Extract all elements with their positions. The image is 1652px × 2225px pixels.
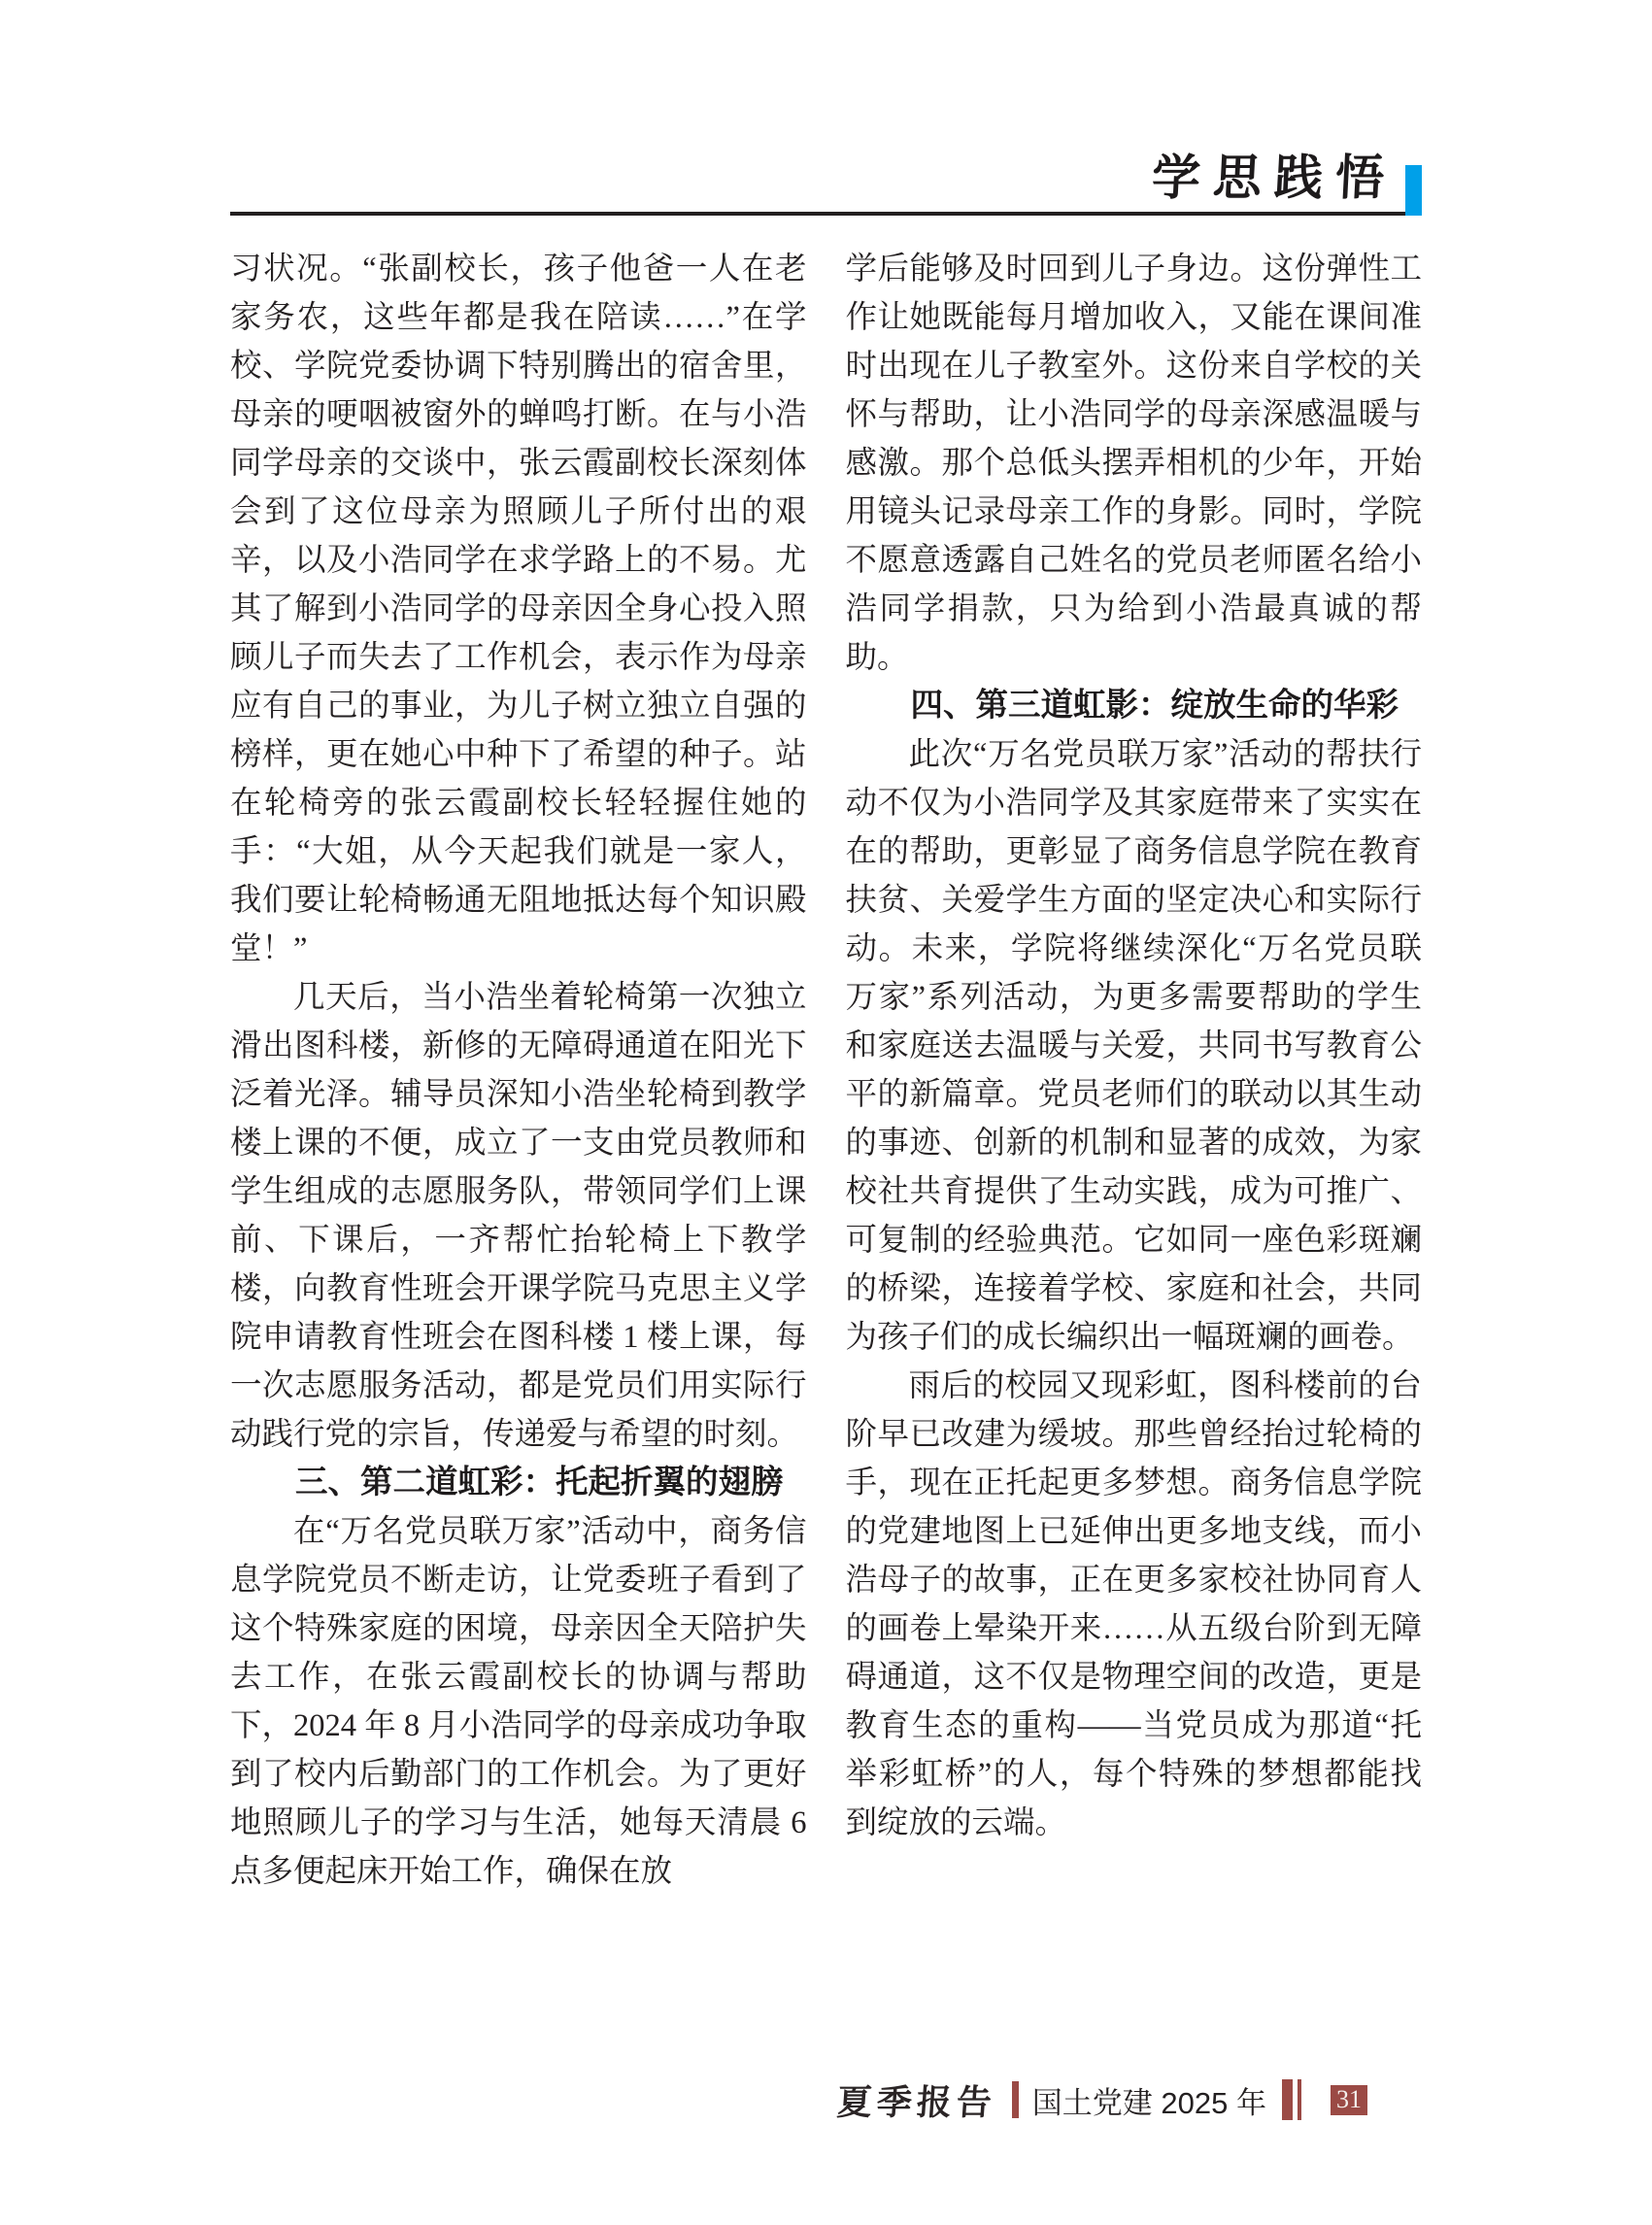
- footer-journal-label: 国土党建 2025 年: [1031, 2085, 1266, 2120]
- paragraph: 学后能够及时回到儿子身边。这份弹性工作让她既能每月增加收入，又能在课间准时出现在儿子教室外。这份来自学校的关怀与帮助，让小浩同学的母亲深感温暖与感激。那个总低头摆弄相机的少年，开始用镜头记录母亲工作的身影。同时，学院不愿意透露自己姓名的党员老师匿名给小浩同学捐款，只为给到小浩最真诚的帮助。: [845, 252, 1422, 675]
- paragraph: 在“万名党员联万家”活动中，商务信息学院党员不断走访，让党委班子看到了这个特殊家庭的困境，母亲因全天陪护失去工作，在张云霞副校长的协调与帮助下，2024 年 8 月小浩同学的母亲成功争取到了校内后勤部门的工作机会。为了更好地照顾儿子的学习与生活，她每天清晨 6 点多便起床开始工作，确保在放: [230, 1514, 807, 1889]
- section-heading-four: 四、第三道虹影：绽放生命的华彩: [910, 688, 1399, 724]
- page-number-badge: [1331, 2085, 1367, 2115]
- paragraph: 习状况。“张副校长，孩子他爸一人在老家务农，这些年都是我在陪读……”在学校、学院党委协调下特别腾出的宿舍里，母亲的哽咽被窗外的蝉鸣打断。在与小浩同学母亲的交谈中，张云霞副校长深刻体会到了这位母亲为照顾儿子所付出的艰辛，以及小浩同学在求学路上的不易。尤其了解到小浩同学的母亲因全身心投入照顾儿子而失去了工作机会，表示作为母亲应有自己的事业，为儿子树立独立自强的榜样，更在她心中种下了希望的种子。站在轮椅旁的张云霞副校长轻轻握住她的手：“大姐，从今天起我们就是一家人，我们要让轮椅畅通无阻地抵达每个知识殿堂！”: [230, 252, 807, 966]
- page-number: 31: [1336, 2085, 1362, 2113]
- footer-report-label: 夏季报告: [835, 2082, 998, 2122]
- paragraph: 此次“万名党员联万家”活动的帮扶行动不仅为小浩同学及其家庭带来了实实在在的帮助，更彰显了商务信息学院在教育扶贫、关爱学生方面的坚定决心和实际行动。未来，学院将继续深化“万名党员联万家”系列活动，为更多需要帮助的学生和家庭送去温暖与关爱，共同书写教育公平的新篇章。党员老师们的联动以其生动的事迹、创新的机制和显著的成效，为家校社共育提供了生动实践，成为可推广、可复制的经验典范。它如同一座色彩斑斓的桥梁，连接着学校、家庭和社会，共同为孩子们的成长编织出一幅斑斓的画卷。: [845, 737, 1422, 1355]
- footer-double-bar-thick: [1282, 2079, 1293, 2120]
- header-rule: [230, 212, 1422, 216]
- footer-double-bar-thin: [1298, 2079, 1301, 2120]
- section-heading-three: 三、第二道虹彩：托起折翼的翅膀: [295, 1465, 784, 1500]
- footer-double-bar: [1282, 2079, 1301, 2120]
- paragraph: 几天后，当小浩坐着轮椅第一次独立滑出图科楼，新修的无障碍通道在阳光下泛着光泽。辅导员深知小浩坐轮椅到教学楼上课的不便，成立了一支由党员教师和学生组成的志愿服务队，带领同学们上课前、下课后，一齐帮忙抬轮椅上下教学楼，向教育性班会开课学院马克思主义学院申请教育性班会在图科楼 1 楼上课，每一次志愿服务活动，都是党员们用实际行动践行党的宗旨，传递爱与希望的时刻。: [230, 980, 807, 1452]
- header-accent-bar: [1405, 165, 1422, 216]
- article-columns: [230, 245, 1422, 1896]
- column-left: [230, 245, 807, 1896]
- footer-divider-bar: [1012, 2081, 1019, 2118]
- section-title: 学思践悟: [1150, 151, 1399, 205]
- paragraph: 雨后的校园又现彩虹，图科楼前的台阶早已改建为缓坡。那些曾经抬过轮椅的手，现在正托起更多梦想。商务信息学院的党建地图上已延伸出更多地支线，而小浩母子的故事，正在更多家校社协同育人的画卷上晕染开来……从五级台阶到无障碍通道，这不仅是物理空间的改造，更是教育生态的重构——当党员成为那道“托举彩虹桥”的人，每个特殊的梦想都能找到绽放的云端。: [845, 1368, 1422, 1840]
- column-right: [846, 245, 1423, 1896]
- page-footer: [837, 2077, 1367, 2122]
